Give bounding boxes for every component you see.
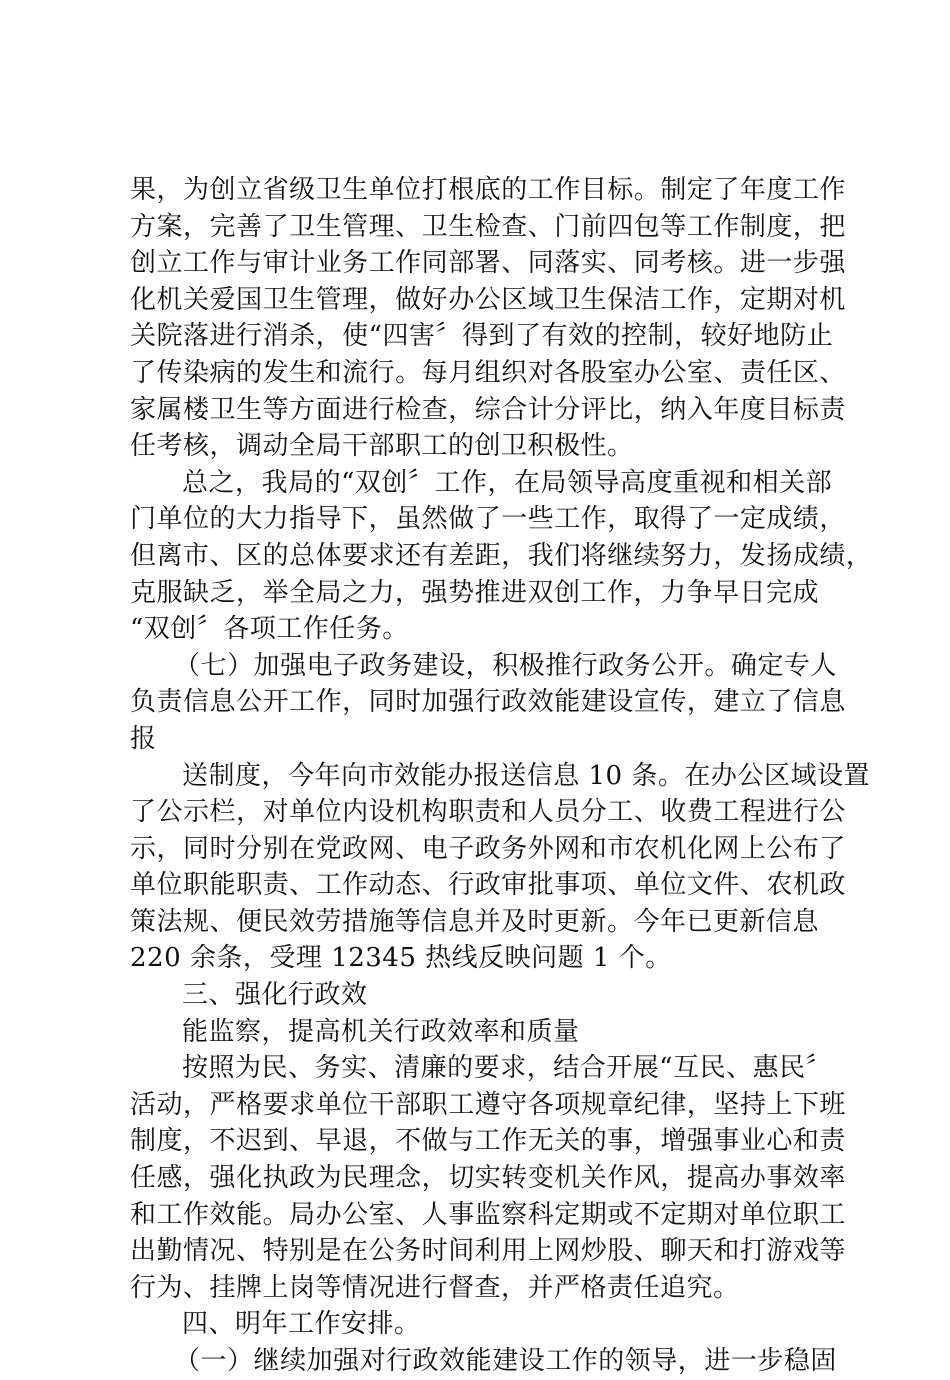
text-line: 负 责 信 息 公 开 工 作 ， 同 时 加 强 行 政 效 能 建 设 宣 传 ， 建 立 了 信 息 bbox=[130, 687, 846, 718]
text-line: 能监察，提高机关行政效率和质量 bbox=[182, 1016, 580, 1047]
text-line: 了 公 示 栏 ， 对 单 位 内 设 机 构 职 责 和 人 员 分 工 、 收 费 工 程 进 行 公 bbox=[130, 797, 846, 828]
text-line: “双创〞各项工作任务。 bbox=[130, 614, 409, 645]
text-line: 任 感 ， 强 化 执 政 为 民 理 念 ， 切 实 转 变 机 关 作 风 ， 提 高 办 事 效 率 bbox=[130, 1163, 846, 1194]
text-line: 单 位 职 能 职 责 、 工 作 动 态 、 行 政 审 批 事 项 、 单 位 文 件 、 农 机 政 bbox=[130, 870, 846, 901]
text-line: 了 传 染 病 的 发 生 和 流 行 。 每 月 组 织 对 各 股 室 办 公 室 、 责 任 区 、 bbox=[130, 357, 846, 388]
text-line: 创 立 工 作 与 审 计 业 务 工 作 同 部 署 、 同 落 实 、 同 考 核 。 进 一 步 强 bbox=[130, 248, 846, 279]
text-line: 三、强化行政效 bbox=[182, 980, 368, 1011]
text-line: 关 院 落 进 行 消 杀 ， 使 “ 四 害 〞 得 到 了 有 效 的 控 制 ， 较 好 地 防 止 bbox=[130, 321, 834, 352]
text-line: 按 照 为 民 、 务 实 、 清 廉 的 要 求 ， 结 合 开 展 “ 互 民 、 惠 民 〞 bbox=[182, 1053, 833, 1084]
text-line: 示 ， 同 时 分 别 在 党 政 网 、 电 子 政 务 外 网 和 市 农 机 化 网 上 公 布 了 bbox=[130, 833, 846, 864]
text-line: 化 机 关 爱 国 卫 生 管 理 ， 做 好 办 公 区 域 卫 生 保 洁 工 作 ， 定 期 对 机 bbox=[130, 284, 846, 315]
text-line: 活 动 ， 严 格 要 求 单 位 干 部 职 工 遵 守 各 项 规 章 纪 律 ， 坚 持 上 下 班 bbox=[130, 1089, 846, 1120]
text-line: 报 bbox=[130, 723, 157, 754]
text-line: 方 案 ， 完 善 了 卫 生 管 理 、 卫 生 检 查 、 门 前 四 包 等 工 作 制 度 ， 把 bbox=[130, 211, 846, 242]
text-line: （ 七 ） 加 强 电 子 政 务 建 设 ， 积 极 推 行 政 务 公 开 。 确 定 专 人 bbox=[174, 650, 837, 681]
text-line: 门 单 位 的 大 力 指 导 下 ， 虽 然 做 了 一 些 工 作 ， 取 得 了 一 定 成 绩 ， bbox=[130, 504, 846, 535]
text-line: 220 余条，受理 12345 热线反映问题 1 个。 bbox=[130, 943, 672, 974]
text-line: 行为、挂牌上岗等情况进行督查，并严格责任追究。 bbox=[130, 1272, 740, 1303]
text-line: 果 ， 为 创 立 省 级 卫 生 单 位 打 根 底 的 工 作 目 标 。 制 定 了 年 度 工 作 bbox=[130, 175, 846, 205]
text-line: 送 制 度 ， 今 年 向 市 效 能 办 报 送 信 息 1 0 条 。 在 办 公 区 域 设 置 bbox=[182, 760, 870, 791]
text-line: 总 之 ， 我 局 的 “ 双 创 〞 工 作 ， 在 局 领 导 高 度 重 视 和 相 关 部 bbox=[182, 467, 833, 498]
text-line: 任考核，调动全局干部职工的创卫积极性。 bbox=[130, 431, 634, 462]
text-line: 和 工 作 效 能 。 局 办 公 室 、 人 事 监 察 科 定 期 或 不 定 期 对 单 位 职 工 bbox=[130, 1199, 846, 1230]
text-line: 四、明年工作安排。 bbox=[182, 1309, 421, 1340]
text-line: 制 度 ， 不 迟 到 、 早 退 ， 不 做 与 工 作 无 关 的 事 ， 增 强 事 业 心 和 责 bbox=[130, 1126, 846, 1157]
text-line: 家 属 楼 卫 生 等 方 面 进 行 检 查 ， 综 合 计 分 评 比 ， 纳 入 年 度 目 标 责 bbox=[130, 394, 846, 425]
document-body bbox=[130, 172, 873, 1380]
text-line: 策法规、便民效劳措施等信息并及时更新。今年已更新信息 bbox=[130, 906, 820, 937]
text-line: 克服缺乏，举全局之力，强势推进双创工作，力争早日完成 bbox=[130, 577, 820, 608]
text-line: （ 一 ） 继 续 加 强 对 行 政 效 能 建 设 工 作 的 领 导 ， 进 一 步 稳 固 bbox=[174, 1346, 837, 1376]
text-line: 出 勤 情 况 、 特 别 是 在 公 务 时 间 利 用 上 网 炒 股 、 聊 天 和 打 游 戏 等 bbox=[130, 1236, 846, 1267]
text-line: 但 离 市 、 区 的 总 体 要 求 还 有 差 距 ， 我 们 将 继 续 努 力 ， 发 扬 成 绩 ， bbox=[130, 540, 873, 571]
